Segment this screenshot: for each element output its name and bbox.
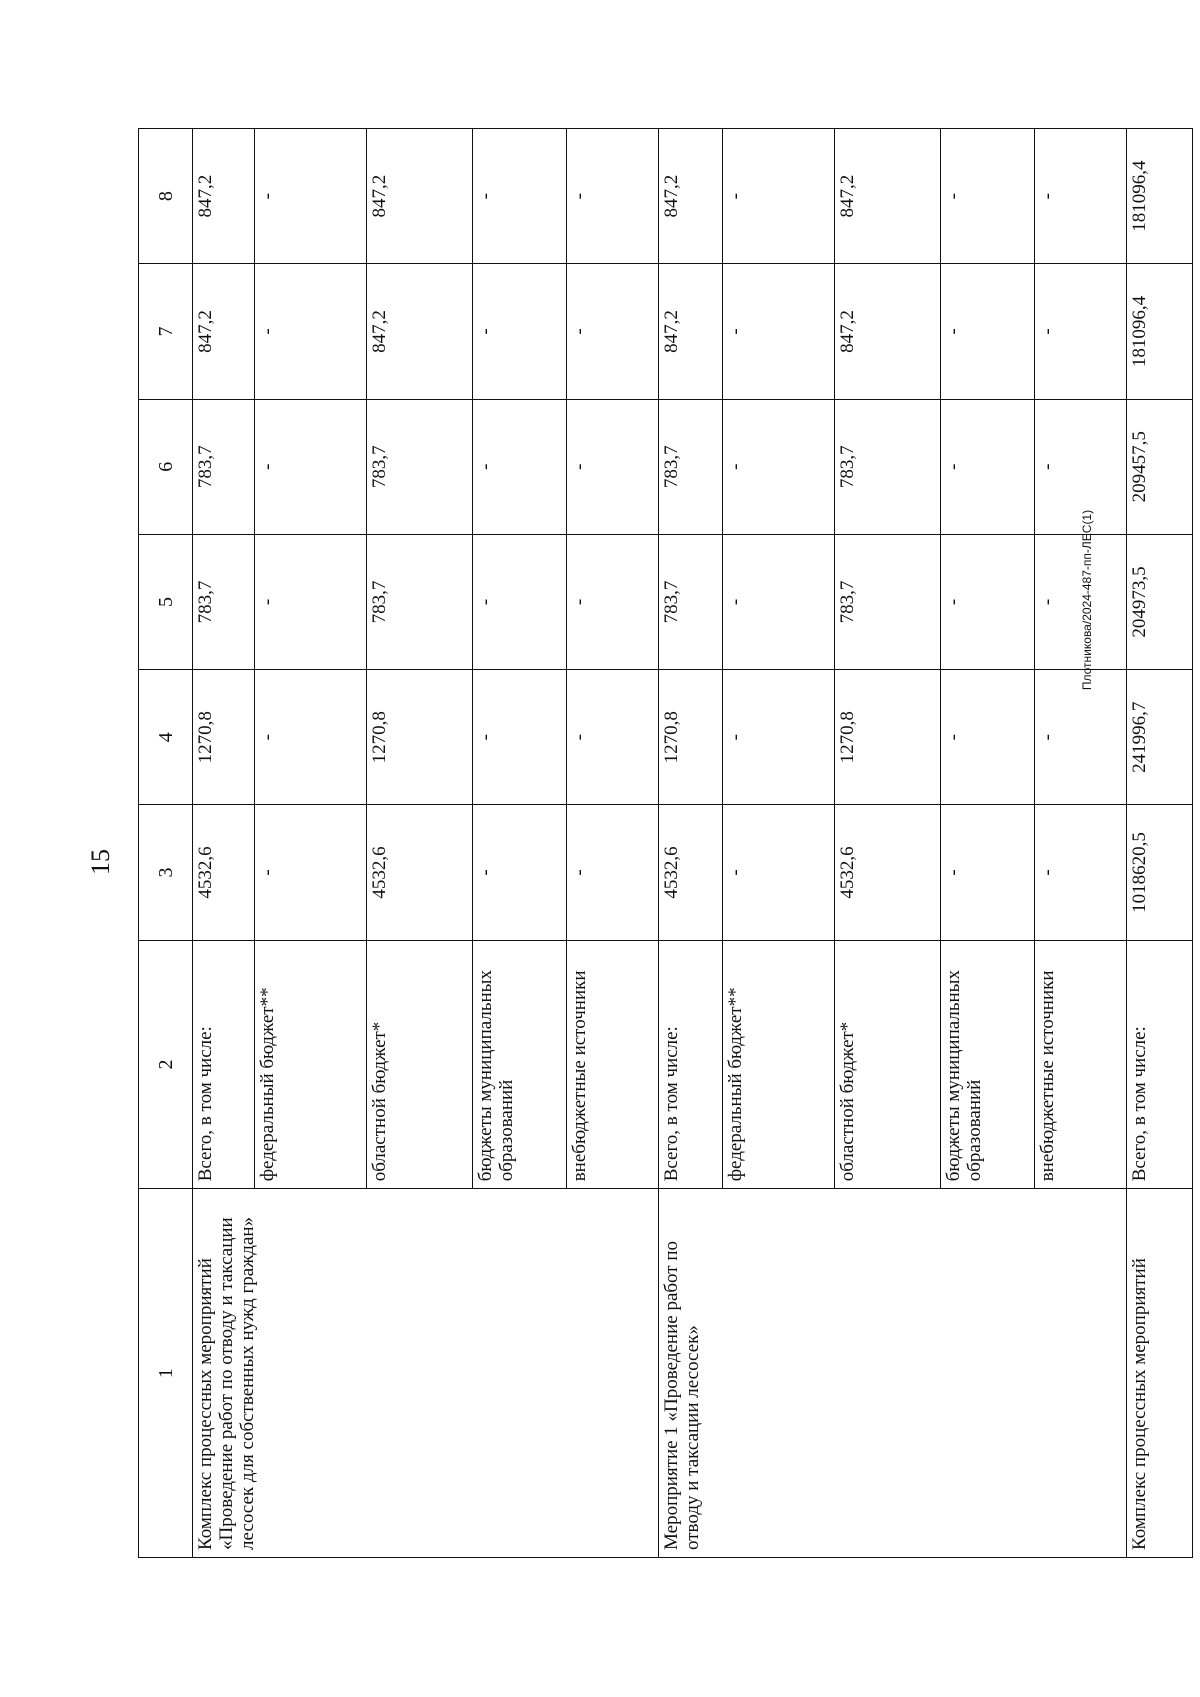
measure-title-cell: Комплекс процессных мероприятий: [1127, 1189, 1193, 1558]
value-cell: -: [473, 129, 567, 264]
value-cell: 4532,6: [367, 805, 473, 940]
value-cell: 4532,6: [659, 805, 723, 940]
value-cell: -: [1035, 534, 1127, 669]
value-cell: -: [723, 129, 835, 264]
value-cell: 1018620,5: [1127, 805, 1193, 940]
value-cell: 847,2: [835, 264, 941, 399]
measure-title-cell: Комплекс процессных мероприятий «Проведение работ по отводу и таксации лесосек для собственных нужд граждан»: [193, 1189, 659, 1558]
value-cell: -: [723, 399, 835, 534]
value-cell: -: [255, 805, 367, 940]
value-cell: 847,2: [193, 129, 255, 264]
value-cell: 1270,8: [193, 670, 255, 805]
value-cell: 783,7: [835, 534, 941, 669]
value-cell: 181096,4: [1127, 264, 1193, 399]
funding-source-cell: Всего, в том числе:: [193, 940, 255, 1189]
column-header: 7: [139, 264, 193, 399]
funding-source-cell: бюджеты муниципальных образований: [941, 940, 1035, 1189]
value-cell: 209457,5: [1127, 399, 1193, 534]
funding-source-cell: бюджеты муниципальных образований: [473, 940, 567, 1189]
value-cell: -: [723, 805, 835, 940]
value-cell: -: [723, 670, 835, 805]
financing-table: [138, 128, 1193, 1558]
document-code-text: Плотникова/2024-487-пп-ЛЕС(1): [1080, 509, 1094, 691]
value-cell: -: [255, 129, 367, 264]
value-cell: -: [941, 264, 1035, 399]
value-cell: 783,7: [367, 534, 473, 669]
value-cell: -: [1035, 805, 1127, 940]
header-row: [139, 129, 193, 1558]
column-header: 8: [139, 129, 193, 264]
value-cell: 1270,8: [835, 670, 941, 805]
value-cell: 783,7: [659, 399, 723, 534]
value-cell: 181096,4: [1127, 129, 1193, 264]
page-number: 15: [86, 849, 115, 875]
value-cell: -: [941, 670, 1035, 805]
column-header: 2: [139, 940, 193, 1189]
value-cell: 204973,5: [1127, 534, 1193, 669]
value-cell: -: [473, 534, 567, 669]
value-cell: 847,2: [659, 264, 723, 399]
value-cell: -: [1035, 670, 1127, 805]
value-cell: -: [473, 805, 567, 940]
value-cell: -: [941, 129, 1035, 264]
value-cell: -: [723, 264, 835, 399]
funding-source-cell: областной бюджет*: [367, 940, 473, 1189]
measure-title-cell: Мероприятие 1 «Проведение работ по отводу и таксации лесосек»: [659, 1189, 1127, 1558]
funding-source-cell: областной бюджет*: [835, 940, 941, 1189]
value-cell: 847,2: [659, 129, 723, 264]
column-header: 6: [139, 399, 193, 534]
funding-source-cell: федеральный бюджет**: [255, 940, 367, 1189]
column-header: 3: [139, 805, 193, 940]
value-cell: -: [255, 399, 367, 534]
value-cell: 241996,7: [1127, 670, 1193, 805]
value-cell: 847,2: [367, 264, 473, 399]
value-cell: -: [255, 534, 367, 669]
value-cell: 783,7: [193, 534, 255, 669]
value-cell: 783,7: [367, 399, 473, 534]
value-cell: -: [567, 129, 659, 264]
value-cell: -: [1035, 264, 1127, 399]
value-cell: 783,7: [835, 399, 941, 534]
value-cell: 1270,8: [659, 670, 723, 805]
value-cell: -: [1035, 129, 1127, 264]
table-body: [139, 129, 1193, 1558]
value-cell: 847,2: [835, 129, 941, 264]
value-cell: -: [941, 534, 1035, 669]
table-row: [193, 129, 255, 1558]
table-row: [659, 129, 723, 1558]
funding-source-cell: федеральный бюджет**: [723, 940, 835, 1189]
value-cell: 847,2: [193, 264, 255, 399]
value-cell: 783,7: [659, 534, 723, 669]
value-cell: 4532,6: [835, 805, 941, 940]
column-header: 5: [139, 534, 193, 669]
value-cell: -: [473, 264, 567, 399]
table-row: [1127, 129, 1193, 1558]
column-header: 1: [139, 1189, 193, 1558]
value-cell: -: [567, 805, 659, 940]
value-cell: -: [941, 805, 1035, 940]
column-header: 4: [139, 670, 193, 805]
value-cell: 1270,8: [367, 670, 473, 805]
value-cell: -: [567, 264, 659, 399]
value-cell: 847,2: [367, 129, 473, 264]
funding-source-cell: внебюджетные источники: [1035, 940, 1127, 1189]
value-cell: -: [567, 534, 659, 669]
value-cell: -: [255, 670, 367, 805]
funding-source-cell: внебюджетные источники: [567, 940, 659, 1189]
value-cell: -: [567, 399, 659, 534]
value-cell: -: [473, 399, 567, 534]
funding-source-cell: Всего, в том числе:: [1127, 940, 1193, 1189]
value-cell: 783,7: [193, 399, 255, 534]
funding-source-cell: Всего, в том числе:: [659, 940, 723, 1189]
value-cell: -: [941, 399, 1035, 534]
value-cell: -: [723, 534, 835, 669]
value-cell: -: [567, 670, 659, 805]
value-cell: 4532,6: [193, 805, 255, 940]
value-cell: -: [255, 264, 367, 399]
value-cell: -: [1035, 399, 1127, 534]
value-cell: -: [473, 670, 567, 805]
